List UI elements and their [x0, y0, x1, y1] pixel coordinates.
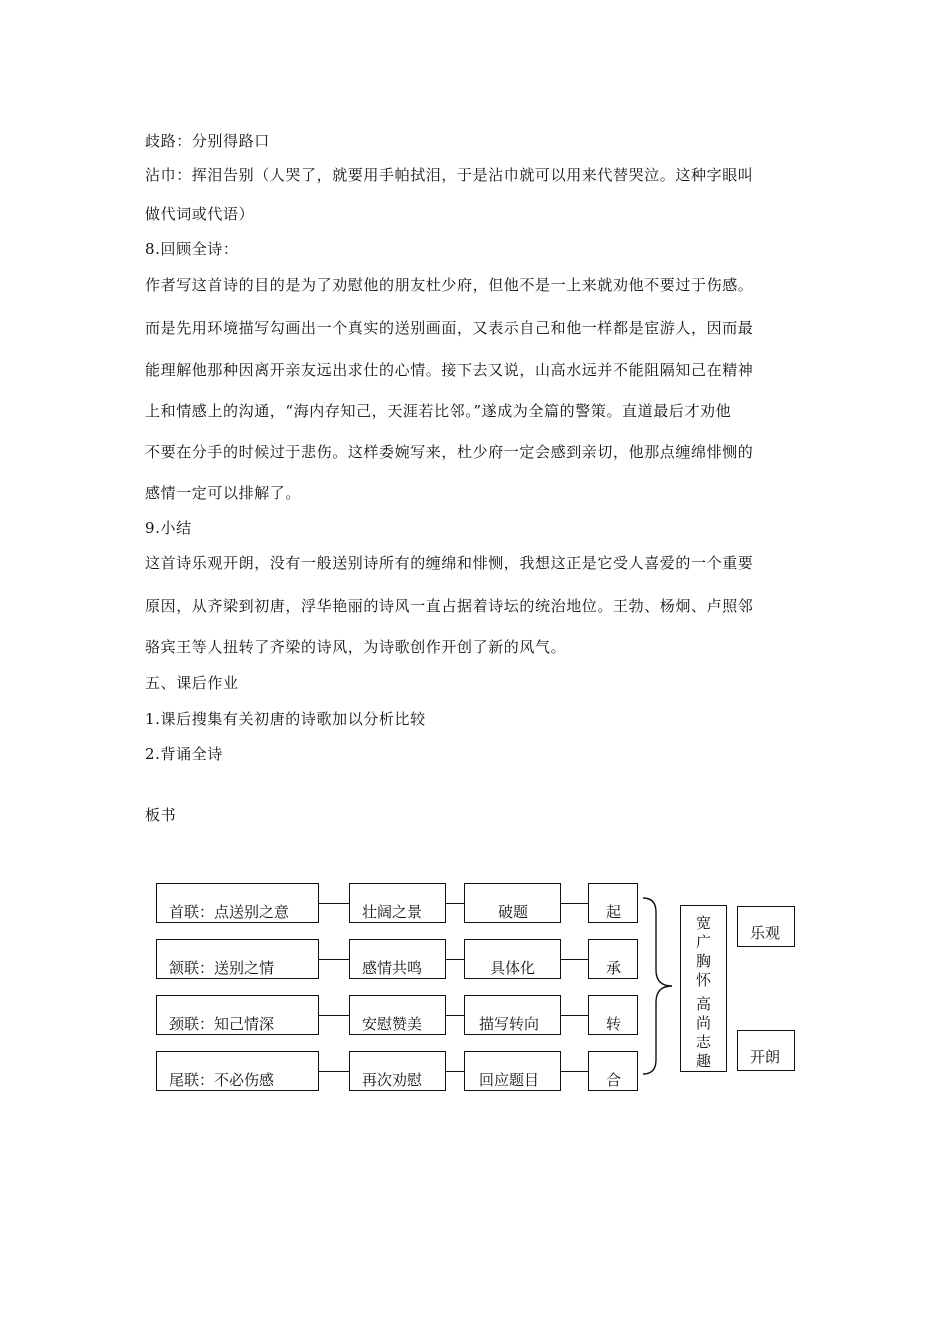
couplet-box: 首联：点送别之意 — [156, 883, 319, 923]
connector-line — [319, 1015, 349, 1016]
theme-char: 志 — [695, 1033, 711, 1051]
couplet-box: 尾联：不必伤感 — [156, 1051, 319, 1091]
scene-box: 感情共鸣 — [349, 939, 446, 979]
paragraph-line: 上和情感上的沟通，“海内存知己，天涯若比邻。”遂成为全篇的警策。直道最后才劝他 — [145, 402, 732, 420]
list-item: 2.背诵全诗 — [145, 745, 223, 763]
paragraph-line: 骆宾王等人扭转了齐梁的诗风，为诗歌创作开创了新的风气。 — [145, 638, 567, 656]
structure-box: 承 — [588, 939, 638, 979]
paragraph-line: 原因，从齐梁到初唐，浮华艳丽的诗风一直占据着诗坛的统治地位。王勃、杨炯、卢照邻 — [145, 597, 754, 615]
paragraph-line: 这首诗乐观开朗，没有一般送别诗所有的缠绵和悱恻，我想这正是它受人喜爱的一个重要 — [145, 554, 754, 572]
theme-char: 宽 — [695, 914, 711, 932]
connector-line — [446, 959, 464, 960]
theme-box — [680, 905, 727, 1072]
structure-box: 转 — [588, 995, 638, 1035]
theme-char: 广 — [695, 933, 711, 951]
scene-box: 再次劝慰 — [349, 1051, 446, 1091]
section-heading: 9.小结 — [145, 519, 192, 537]
scene-box: 安慰赞美 — [349, 995, 446, 1035]
paragraph-line: 感情一定可以排解了。 — [145, 484, 302, 502]
connector-line — [319, 903, 349, 904]
theme-char: 高 — [695, 995, 711, 1013]
paragraph-line: 作者写这首诗的目的是为了劝慰他的朋友杜少府，但他不是一上来就劝他不要过于伤感。 — [145, 276, 754, 294]
technique-box: 破题 — [464, 883, 561, 923]
structure-box: 起 — [588, 883, 638, 923]
connector-line — [561, 959, 588, 960]
paragraph-line: 歧路：分别得路口 — [145, 132, 270, 150]
blackboard-heading: 板书 — [145, 806, 177, 824]
theme-char: 胸 — [695, 952, 711, 970]
couplet-box: 颈联：知己情深 — [156, 995, 319, 1035]
paragraph-line: 不要在分手的时候过于悲伤。这样委婉写来，杜少府一定会感到亲切，他那点缠绵悱恻的 — [145, 443, 754, 461]
connector-line — [319, 959, 349, 960]
theme-char: 趣 — [695, 1052, 711, 1070]
connector-line — [446, 1071, 464, 1072]
paragraph-line: 而是先用环境描写勾画出一个真实的送别画面，又表示自己和他一样都是宦游人，因而最 — [145, 319, 754, 337]
couplet-box: 颔联：送别之情 — [156, 939, 319, 979]
technique-box: 具体化 — [464, 939, 561, 979]
theme-char: 尚 — [695, 1014, 711, 1032]
paragraph-line: 能理解他那种因离开亲友远出求仕的心情。接下去又说，山高水远并不能阻隔知己在精神 — [145, 361, 754, 379]
scene-box: 壮阔之景 — [349, 883, 446, 923]
connector-line — [446, 903, 464, 904]
connector-line — [446, 1015, 464, 1016]
connector-line — [561, 1071, 588, 1072]
connector-line — [561, 903, 588, 904]
paragraph-line: 沾巾：挥泪告别（人哭了，就要用手帕拭泪，于是沾巾就可以用来代替哭泣。这种字眼叫 — [145, 166, 754, 184]
optimism-box: 乐观 — [737, 906, 795, 947]
connector-line — [319, 1071, 349, 1072]
list-item: 1.课后搜集有关初唐的诗歌加以分析比较 — [145, 710, 426, 728]
theme-char: 怀 — [695, 971, 711, 989]
cheerful-box: 开朗 — [737, 1030, 795, 1071]
connector-line — [561, 1015, 588, 1016]
technique-box: 回应题目 — [464, 1051, 561, 1091]
paragraph-line: 做代词或代语） — [145, 205, 255, 223]
section-heading: 五、课后作业 — [145, 674, 239, 692]
curly-brace — [640, 894, 680, 1078]
structure-box: 合 — [588, 1051, 638, 1091]
section-heading: 8.回顾全诗： — [145, 240, 239, 258]
technique-box: 描写转向 — [464, 995, 561, 1035]
